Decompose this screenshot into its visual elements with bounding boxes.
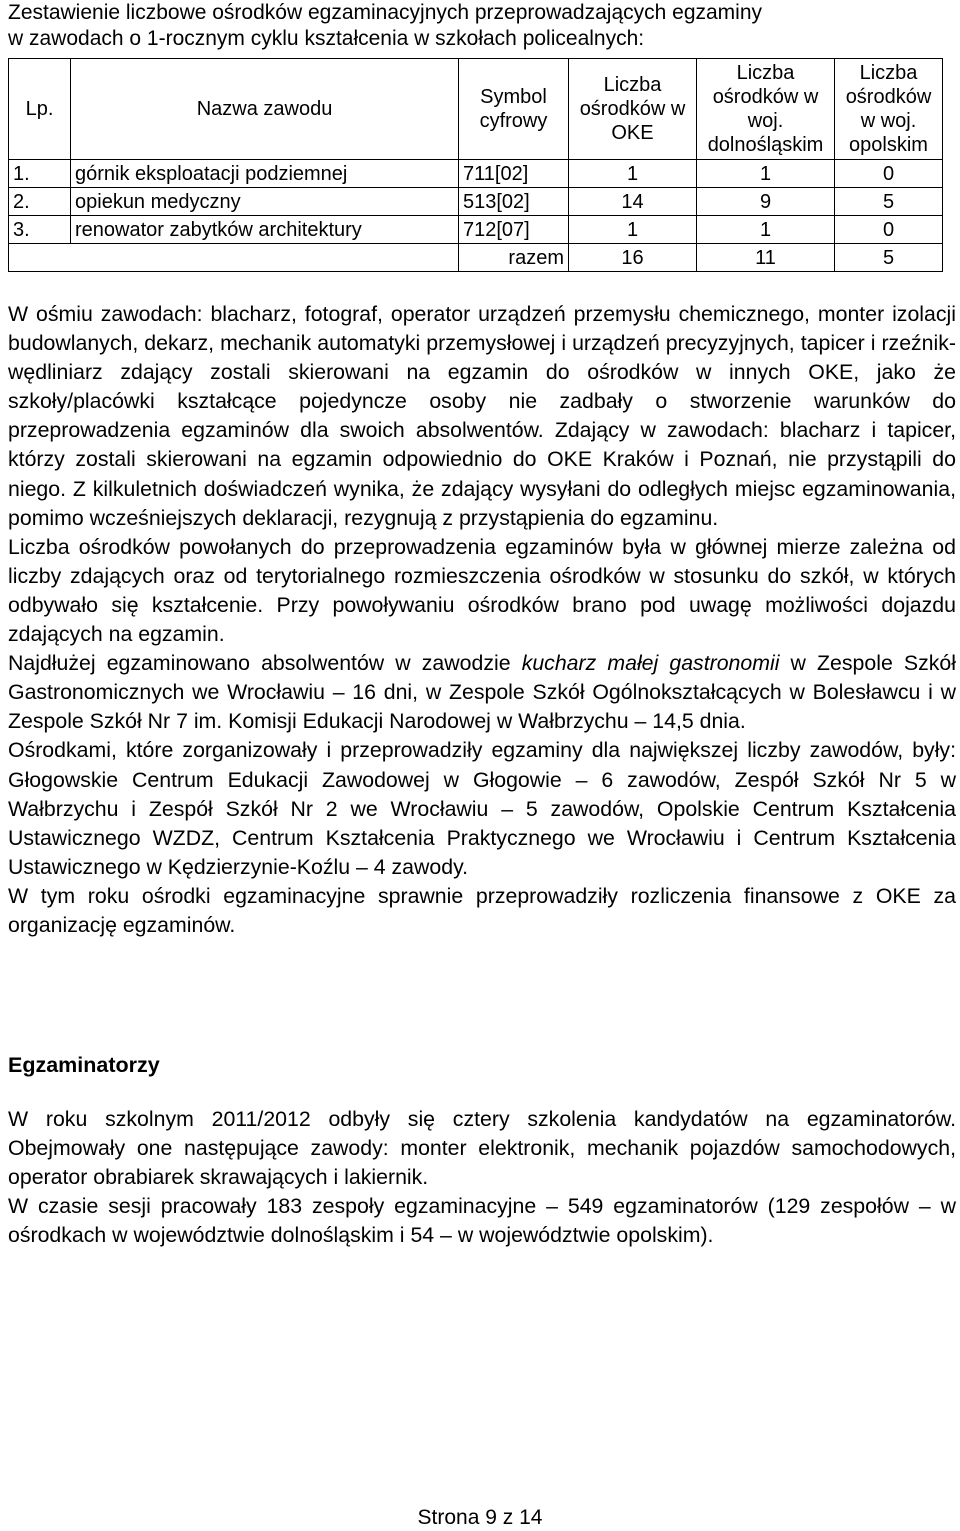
- header-lp: Lp.: [9, 59, 71, 160]
- table-row: [9, 188, 943, 216]
- cell-name: górnik eksploatacji podziemnej: [71, 160, 459, 188]
- cell-dolnoslaskie: 1: [697, 216, 835, 244]
- cell-name: renowator zabytków architektury: [71, 216, 459, 244]
- paragraph: W tym roku ośrodki egzaminacyjne sprawnie przeprowadziły rozliczenia finansowe z OKE za organizację egzaminów.: [8, 883, 956, 937]
- total-blank-cell: [9, 244, 459, 272]
- cell-oke: 14: [569, 188, 697, 216]
- paragraph: Liczba ośrodków powołanych do przeprowadzenia egzaminów była w głównej mierze zależna od liczby zdających oraz od terytorialnego rozmieszczenia ośrodków w stosunku do szkół, w których odbywało się kształcenie. Przy powoływaniu ośrodków brano pod uwagę możliwości dojazdu zdających na egzamin.: [8, 534, 956, 647]
- cell-dolnoslaskie: 9: [697, 188, 835, 216]
- paragraph: W ośmiu zawodach: blacharz, fotograf, operator urządzeń przemysłu chemicznego, monter izolacji budowlanych, dekarz, mechanik automatyki przemysłowej i urządzeń precyzyjnych, tapicer i rzeźnik-wędliniarz zdający zostali skierowani na egzamin do ośrodków w innych OKE, jako że szkoły/placówki kształcące pojedyncze osoby nie zadbały o stworzenie warunków do przeprowadzenia egzaminów dla swoich absolwentów. Zdający w zawodach: blacharz i tapicer, którzy zostali skierowani na egzamin odpowiednio do OKE Kraków i Poznań, nie przystąpili do niego. Z kilkuletnich doświadczeń wynika, że zdający wysyłani do odległych miejsc egzaminowania, pomimo wcześniejszych deklaracji, rezygnują z przystąpienia do egzaminu.: [8, 302, 956, 530]
- cell-oke: 1: [569, 216, 697, 244]
- cell-opolskie: 0: [835, 160, 943, 188]
- cell-opolskie: 5: [835, 188, 943, 216]
- section-body: [8, 1105, 956, 1250]
- paragraph: [8, 649, 956, 736]
- intro-line-1: Zestawienie liczbowe ośrodków egzaminacyjnych przeprowadzających egzaminy: [8, 1, 763, 24]
- table-row: [9, 160, 943, 188]
- paragraph: W czasie sesji pracowały 183 zespoły egzaminacyjne – 549 egzaminatorów (129 zespołów – w ośrodkach w województwie dolnośląskim i 54 – w województwie opolskim).: [8, 1194, 956, 1248]
- cell-dolnoslaskie: 1: [697, 160, 835, 188]
- header-name: Nazwa zawodu: [71, 59, 459, 160]
- header-opolskie: Liczba ośrodków w woj. opolskim: [835, 59, 943, 160]
- cell-name: opiekun medyczny: [71, 188, 459, 216]
- table-header-row: [9, 59, 943, 160]
- section-heading: Egzaminatorzy: [8, 1053, 160, 1077]
- header-dolnoslaskie: Liczba ośrodków w woj. dolnośląskim: [697, 59, 835, 160]
- cell-symbol: 711[02]: [459, 160, 569, 188]
- table-total-row: [9, 244, 943, 272]
- total-opolskie: 5: [835, 244, 943, 272]
- cell-oke: 1: [569, 160, 697, 188]
- header-oke: Liczba ośrodków w OKE: [569, 59, 697, 160]
- cell-lp: 3.: [9, 216, 71, 244]
- page-number: Strona 9 z 14: [417, 1506, 543, 1529]
- occupation-name: kucharz małej gastronomii: [521, 651, 780, 676]
- cell-symbol: 712[07]: [459, 216, 569, 244]
- table-row: [9, 216, 943, 244]
- cell-lp: 1.: [9, 160, 71, 188]
- total-oke: 16: [569, 244, 697, 272]
- total-label: razem: [459, 244, 569, 272]
- cell-opolskie: 0: [835, 216, 943, 244]
- header-symbol: Symbol cyfrowy: [459, 59, 569, 160]
- paragraph: Ośrodkami, które zorganizowały i przeprowadziły egzaminy dla największej liczby zawodów, były: Głogowskie Centrum Edukacji Zawodowej w Głogowie – 6 zawodów, Zespół Szkół Nr 5 w Wałbrzychu i Zespół Szkół Nr 2 we Wrocławiu – 5 zawodów, Opolskie Centrum Kształcenia Ustawicznego WZDZ, Centrum Kształcenia Praktycznego we Wrocławiu i Centrum Kształcenia Ustawicznego w Kędzierzynie-Koźlu – 4 zawody.: [8, 738, 956, 879]
- body-text: [8, 300, 956, 940]
- paragraph-part: w Zespole Szkół Gastronomicznych we Wrocławiu – 16 dni, w Zespole Szkół Ogólnokształcących w Bolesławcu i w Zespole Szkół Nr 7 im. Komisji Edukacji Narodowej w Wałbrzychu – 14,5 dnia.: [8, 651, 956, 734]
- paragraph-part: Najdłużej egzaminowano absolwentów w zawodzie: [8, 651, 522, 676]
- cell-symbol: 513[02]: [459, 188, 569, 216]
- intro-heading: [8, 0, 948, 52]
- paragraph: W roku szkolnym 2011/2012 odbyły się cztery szkolenia kandydatów na egzaminatorów. Obejmowały one następujące zawody: monter elektronik, mechanik pojazdów samochodowych, operator obrabiarek skrawających i lakiernik.: [8, 1107, 956, 1190]
- total-dolnoslaskie: 11: [697, 244, 835, 272]
- cell-lp: 2.: [9, 188, 71, 216]
- intro-line-2: w zawodach o 1-rocznym cyklu kształcenia w szkołach policealnych:: [8, 27, 645, 50]
- exam-centers-table: [8, 58, 943, 272]
